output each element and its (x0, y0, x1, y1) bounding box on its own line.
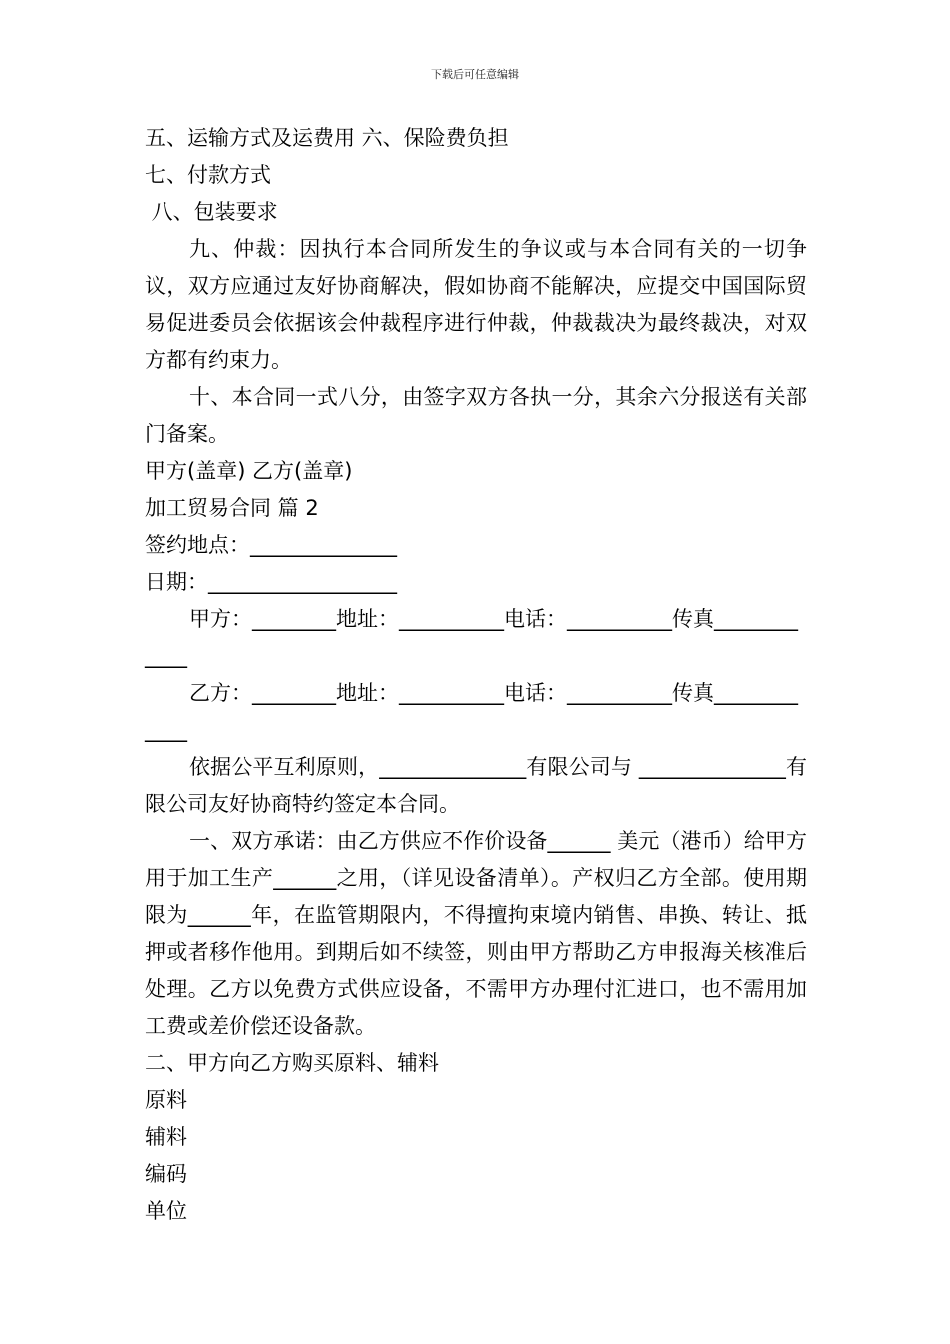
clause-1-commitment: 一、双方承诺：由乙方供应不作价设备______ 美元（港币）给甲方用于加工生产______之用，（详见设备清单）。产权归乙方全部。使用期限为______年，在监管期限内，不得擅拘束境内销售、串换、转让、抵押或者移作他用。到期后如不续签，则由甲方帮助乙方申报海关核准后处理。乙方以免费方式供应设备，不需甲方办理付汇进口，也不需用加工费或差价偿还设备款。 (145, 829, 807, 1038)
list-item-auxiliary-material: 辅料 (145, 1125, 187, 1149)
signing-date: 日期：__________________ (145, 570, 397, 594)
clause-5-6: 五、运输方式及运费用 六、保险费负担 (145, 126, 509, 150)
signing-place: 签约地点：______________ (145, 533, 397, 557)
party-b-info: 乙方：________地址：__________电话：__________传真____________ (145, 681, 798, 742)
list-item-raw-material: 原料 (145, 1088, 187, 1112)
clause-10-copies: 十、本合同一式八分，由签字双方各执一分，其余六分报送有关部门备案。 (145, 385, 807, 446)
signature-line: 甲方(盖章) 乙方(盖章) (145, 459, 353, 483)
clause-9-arbitration: 九、仲裁：因执行本合同所发生的争议或与本合同有关的一切争议，双方应通过友好协商解决，假如协商不能解决，应提交中国国际贸易促进委员会依据该会仲裁程序进行仲裁，仲裁裁决为最终裁决，对双方都有约束力。 (145, 237, 807, 372)
clause-2-purchase: 二、甲方向乙方购买原料、辅料 (145, 1051, 439, 1075)
list-item-code: 编码 (145, 1162, 187, 1186)
page-header: 下载后可任意编辑 (431, 68, 519, 81)
clause-8: 八、包装要求 (145, 200, 278, 224)
list-item-unit: 单位 (145, 1199, 187, 1223)
clause-7: 七、付款方式 (145, 163, 271, 187)
party-a-info: 甲方：________地址：__________电话：__________传真____________ (145, 607, 798, 668)
section-title: 加工贸易合同 篇 2 (145, 496, 319, 520)
preamble: 依据公平互利原则，______________有限公司与 ______________有限公司友好协商特约签定本合同。 (145, 755, 807, 816)
document-body (145, 120, 807, 1230)
